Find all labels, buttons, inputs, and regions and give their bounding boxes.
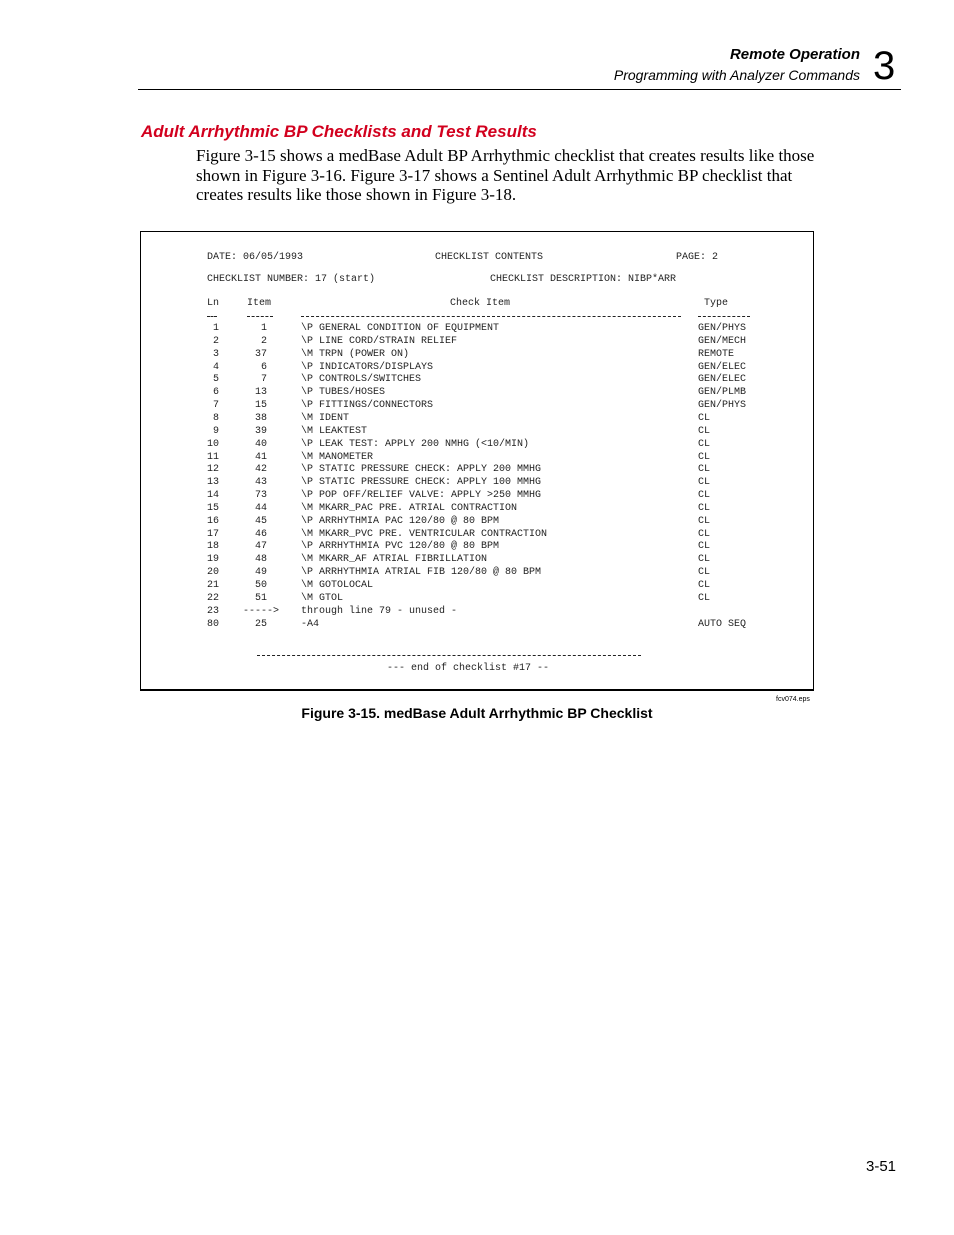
chapter-number: 3 <box>873 44 896 88</box>
row-ln: 12 <box>206 464 219 476</box>
running-header-subtitle: Programming with Analyzer Commands <box>613 67 860 83</box>
row-check-item: -A4 <box>301 618 320 630</box>
checklist-contents-heading: CHECKLIST CONTENTS <box>435 252 544 263</box>
figure-caption-text: Figure 3-15. medBase Adult Arrhythmic BP Checklist <box>301 705 653 721</box>
figure-checklist-box <box>140 231 814 691</box>
column-header-item: Item <box>247 298 272 309</box>
end-of-checklist: --- end of checklist #17 -- <box>387 663 550 674</box>
underline-check-item <box>301 316 681 317</box>
row-check-item: \P LEAK TEST: APPLY 200 NMHG (<10/MIN) <box>301 438 530 450</box>
row-ln: 1 <box>212 323 219 334</box>
row-item: 51 <box>254 592 267 604</box>
body-paragraph: Figure 3-15 shows a medBase Adult BP Arrhythmic checklist that creates results like those shown in Figure 3-16. Figure 3-17 shows a Sentinel Adult Arrhythmic BP checklist that creates results like those shown in Figure 3-18. <box>196 146 815 204</box>
row-ln: 14 <box>206 490 219 502</box>
row-check-item: \M MKARR_AF ATRIAL FIBRILLATION <box>301 554 488 566</box>
underline-ln <box>207 316 217 317</box>
row-item: 50 <box>254 580 267 591</box>
section-title: Adult Arrhythmic BP Checklists and Test Results <box>141 122 537 141</box>
row-check-item: \P INDICATORS/DISPLAYS <box>301 361 434 373</box>
row-check-item: \M LEAKTEST <box>301 425 368 437</box>
row-ln: 8 <box>212 412 219 424</box>
row-type: CL <box>698 438 711 450</box>
row-type: CL <box>698 554 711 566</box>
row-check-item: \M GTOL <box>301 592 344 604</box>
page-number: 3-51 <box>866 1158 897 1175</box>
row-ln: 9 <box>212 425 219 437</box>
row-type: GEN/PHYS <box>698 400 747 412</box>
row-check-item: \P POP OFF/RELIEF VALVE: APPLY >250 MMHG <box>301 490 542 502</box>
row-type: REMOTE <box>698 348 735 360</box>
row-ln: 80 <box>206 618 219 630</box>
row-check-item: \M MANOMETER <box>301 451 374 463</box>
row-ln: 2 <box>212 335 219 347</box>
running-header-title: Remote Operation <box>729 46 860 63</box>
row-type: CL <box>698 580 711 591</box>
row-item: 39 <box>254 425 267 437</box>
row-item: 46 <box>254 528 267 540</box>
row-type: CL <box>698 477 711 489</box>
row-item: 41 <box>254 451 267 463</box>
row-type: GEN/PHYS <box>698 323 747 334</box>
row-ln: 13 <box>206 477 219 489</box>
row-check-item: \P FITTINGS/CONNECTORS <box>301 400 434 412</box>
row-check-item: \M MKARR_PAC PRE. ATRIAL CONTRACTION <box>301 502 518 514</box>
row-item: 44 <box>254 502 267 514</box>
row-item: 25 <box>254 618 267 630</box>
row-ln: 22 <box>206 592 219 604</box>
row-check-item: \P STATIC PRESSURE CHECK: APPLY 200 MMHG <box>301 464 542 476</box>
row-type: CL <box>698 464 711 476</box>
checklist-date: DATE: 06/05/1993 <box>207 252 304 263</box>
header-rule <box>138 89 901 90</box>
row-check-item: \P STATIC PRESSURE CHECK: APPLY 100 MMHG <box>301 477 542 489</box>
row-ln: 4 <box>212 361 219 373</box>
row-item: 15 <box>254 400 267 412</box>
row-type: CL <box>698 528 711 540</box>
row-type: CL <box>698 412 711 424</box>
row-item: 47 <box>254 541 267 553</box>
row-ln: 18 <box>206 541 219 553</box>
row-type: GEN/MECH <box>698 335 747 347</box>
row-item: 2 <box>260 335 267 347</box>
row-item: 73 <box>254 490 267 502</box>
row-item: 13 <box>254 387 267 399</box>
row-type: GEN/ELEC <box>698 361 747 373</box>
row-check-item: \P ARRHYTHMIA PVC 120/80 @ 80 BPM <box>301 541 500 553</box>
column-header-check-item: Check Item <box>450 298 511 309</box>
row-item: -----> <box>243 605 280 617</box>
row-check-item: through line 79 - unused - <box>301 605 458 617</box>
row-item: 6 <box>260 361 267 373</box>
checklist-page: PAGE: 2 <box>676 252 719 263</box>
row-type: CL <box>698 502 711 514</box>
column-header-type: Type <box>704 298 729 309</box>
figure-file-label: fcv074.eps <box>776 696 810 703</box>
row-item: 37 <box>254 348 267 360</box>
row-type: CL <box>698 425 711 437</box>
row-type: GEN/PLMB <box>698 387 747 399</box>
row-check-item: \M GOTOLOCAL <box>301 580 374 591</box>
row-ln: 10 <box>206 438 219 450</box>
row-item: 48 <box>254 554 267 566</box>
row-ln: 15 <box>206 502 219 514</box>
row-check-item: \P ARRHYTHMIA ATRIAL FIB 120/80 @ 80 BPM <box>301 567 542 579</box>
row-item: 42 <box>254 464 267 476</box>
column-header-ln: Ln <box>207 298 220 309</box>
row-ln: 23 <box>206 605 219 617</box>
end-separator-line <box>257 655 641 656</box>
row-ln: 21 <box>206 580 219 591</box>
row-ln: 3 <box>212 348 219 360</box>
row-check-item: \P CONTROLS/SWITCHES <box>301 374 422 386</box>
row-check-item: \P LINE CORD/STRAIN RELIEF <box>301 335 458 347</box>
row-item: 7 <box>260 374 267 386</box>
row-type: AUTO SEQ <box>698 618 747 630</box>
row-check-item: \P TUBES/HOSES <box>301 387 386 399</box>
row-item: 43 <box>254 477 267 489</box>
checklist-description: CHECKLIST DESCRIPTION: NIBP*ARR <box>490 274 677 285</box>
row-item: 1 <box>260 323 267 334</box>
row-type: CL <box>698 567 711 579</box>
row-type: CL <box>698 451 711 463</box>
row-ln: 6 <box>212 387 219 399</box>
row-type: CL <box>698 541 711 553</box>
row-ln: 11 <box>206 451 219 463</box>
row-item: 45 <box>254 515 267 527</box>
row-item: 38 <box>254 412 267 424</box>
row-check-item: \M TRPN (POWER ON) <box>301 348 410 360</box>
row-ln: 7 <box>212 400 219 412</box>
row-ln: 20 <box>206 567 219 579</box>
row-item: 40 <box>254 438 267 450</box>
underline-type <box>698 316 750 317</box>
row-check-item: \P GENERAL CONDITION OF EQUIPMENT <box>301 323 500 334</box>
row-check-item: \P ARRHYTHMIA PAC 120/80 @ 80 BPM <box>301 515 500 527</box>
figure-caption <box>0 705 954 721</box>
row-item: 49 <box>254 567 267 579</box>
row-check-item: \M IDENT <box>301 412 350 424</box>
row-type: CL <box>698 592 711 604</box>
row-ln: 19 <box>206 554 219 566</box>
underline-item <box>247 316 273 317</box>
row-ln: 16 <box>206 515 219 527</box>
row-check-item: \M MKARR_PVC PRE. VENTRICULAR CONTRACTION <box>301 528 548 540</box>
row-ln: 17 <box>206 528 219 540</box>
row-type: CL <box>698 515 711 527</box>
row-type: CL <box>698 490 711 502</box>
checklist-number: CHECKLIST NUMBER: 17 (start) <box>207 274 376 285</box>
row-ln: 5 <box>212 374 219 386</box>
row-type: GEN/ELEC <box>698 374 747 386</box>
